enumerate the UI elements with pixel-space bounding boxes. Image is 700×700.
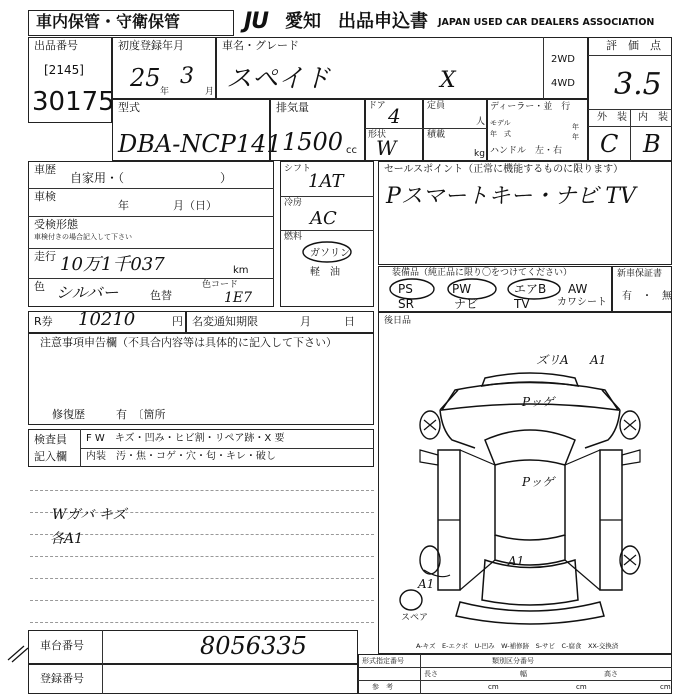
sales-point-handwritten: Pスマートキー・ナビ TV xyxy=(386,184,636,209)
cm-unit-1: cm xyxy=(488,683,499,691)
color-change-label: 色替 xyxy=(150,289,172,302)
length-label: 長さ xyxy=(424,670,438,678)
drive-divider xyxy=(543,37,544,99)
equipment-navi: ナビ xyxy=(454,297,479,311)
cm-unit-3: cm xyxy=(660,683,671,691)
color-label: 色 xyxy=(34,280,45,293)
equipment-circles xyxy=(384,276,564,302)
car-name-label: 車名・グレード xyxy=(222,39,299,52)
acceptance-label: 受検形態 xyxy=(34,218,78,231)
ju-logo: JU xyxy=(244,9,269,34)
yen-unit: 円 xyxy=(172,315,183,328)
chassis-value: 8056335 xyxy=(200,632,307,660)
ref-label: 参 考 xyxy=(372,683,393,691)
model-label: 型式 xyxy=(118,101,140,114)
inspection-value: 年 月（日） xyxy=(118,199,217,212)
width-label: 幅 xyxy=(520,670,527,678)
equipment-pw: PW xyxy=(452,282,472,296)
year-type-unit: 年 xyxy=(572,133,579,141)
inspector-interior-line: 内装 汚・焦・コゲ・穴・匂・キレ・破し xyxy=(86,451,276,462)
dealer-label: ディーラー・並 行 xyxy=(490,102,571,112)
rating-value: 3.5 xyxy=(614,67,662,102)
door-value: 4 xyxy=(388,104,401,128)
gasoline-circle xyxy=(302,241,352,263)
grade: X xyxy=(440,68,456,93)
inspector-label-2: 記入欄 xyxy=(34,450,67,463)
after-day-label: 後日品 xyxy=(384,316,412,326)
name-change-value: 月 日 xyxy=(300,315,355,328)
note-line-7 xyxy=(30,622,374,623)
inspection-label: 車検 xyxy=(34,190,56,203)
reg-month: 3 xyxy=(180,64,194,89)
reg-year: 25 xyxy=(130,64,161,92)
note-line-4 xyxy=(30,556,374,557)
person-unit: 人 xyxy=(476,117,486,127)
equipment-airbag: エアB xyxy=(514,282,547,296)
equipment-label: 装備品（純正品に限り〇をつけてください） xyxy=(392,268,573,278)
inspector-fw-line: F W キズ・凹み・ヒビ割・リペア跡・X 要 xyxy=(86,433,285,444)
height-label: 高さ xyxy=(604,670,618,678)
recycle-label: R券 xyxy=(34,315,53,328)
inspector-label-1: 検査員 xyxy=(34,433,67,446)
mileage-label: 走行 xyxy=(34,250,56,263)
equipment-tv: TV xyxy=(514,297,530,311)
chassis-label: 車台番号 xyxy=(40,639,84,652)
capacity-label: 定員 xyxy=(427,101,446,111)
fuel-light-oil: 軽 油 xyxy=(310,267,340,278)
mileage-line xyxy=(28,278,274,279)
history-value: 自家用・（ ） xyxy=(70,171,233,185)
car-diagram xyxy=(400,370,660,640)
model-year-unit: 年 xyxy=(572,123,579,131)
equipment-aw: AW xyxy=(568,282,588,296)
spare-tire xyxy=(398,588,424,612)
repair-value: 有 〔箇所 xyxy=(116,408,166,421)
mark-a1-top: A1 xyxy=(590,353,607,367)
month-unit: 月 xyxy=(205,87,215,97)
inspector-handwritten-2: 各A1 xyxy=(50,531,84,547)
inspector-handwritten-1: Wガバ キズ xyxy=(52,507,127,523)
mileage-value: 10万1千037 xyxy=(60,254,165,275)
first-reg-label: 初度登録年月 xyxy=(118,39,184,52)
car-name: スペイド xyxy=(226,64,331,94)
rating-label: 評 価 点 xyxy=(606,39,661,52)
door-divider xyxy=(365,128,423,129)
drive-2wd: 2WD xyxy=(551,54,575,65)
history-label: 車歴 xyxy=(34,163,56,176)
reg-label: 登録番号 xyxy=(40,672,84,685)
note-line-5 xyxy=(30,578,374,579)
model-year-label: モデル xyxy=(490,119,511,127)
sales-point-label: セールスポイント（正常に機能するものに限ります） xyxy=(384,164,624,175)
lot-number: 30175 xyxy=(32,87,115,117)
displacement-label: 排気量 xyxy=(276,101,309,114)
capacity-divider xyxy=(423,128,487,129)
equipment-sr: SR xyxy=(398,297,414,311)
cc-unit: cc xyxy=(346,145,357,156)
model-class-label: 類別区分番号 xyxy=(492,657,534,665)
shape-label: 形状 xyxy=(368,130,387,140)
color-value: シルバー xyxy=(56,283,119,302)
chassis-divider xyxy=(102,630,103,664)
kg-unit: kg xyxy=(474,149,485,159)
grade-divider xyxy=(630,109,631,161)
org-name: 愛知 xyxy=(285,11,321,32)
interior-grade: B xyxy=(643,130,661,158)
form-title: 出品申込書 xyxy=(338,11,428,32)
inspection-line xyxy=(28,216,274,217)
equipment-kawa-seat: カワシート xyxy=(557,297,607,308)
repair-label: 修復歴 xyxy=(52,408,85,421)
equipment-ps: PS xyxy=(398,282,413,296)
damage-legend: A-キズ E-エクボ U-凹み W-補修跡 S-サビ C-腐食 XX-交換済 xyxy=(416,642,619,650)
org-english: JAPAN USED CAR DEALERS ASSOCIATION xyxy=(438,17,655,28)
storage-title: 車内保管・守衛保管 xyxy=(36,12,181,31)
sales-point-box xyxy=(378,161,672,265)
model-cert-label: 形式指定番号 xyxy=(362,657,404,665)
shift-value: 1AT xyxy=(308,171,344,192)
pen-scribble xyxy=(6,640,30,664)
interior-label: 内 装 xyxy=(638,112,668,123)
mark-zu-a: ズリA xyxy=(536,353,569,367)
handle-label: ハンドル 左・右 xyxy=(490,146,563,156)
drive-4wd: 4WD xyxy=(551,78,575,89)
history-line xyxy=(28,188,274,189)
year-unit: 年 xyxy=(160,87,170,97)
km-unit: km xyxy=(233,265,249,276)
caution-label: 注意事項申告欄（不具合内容等は具体的に記入して下さい） xyxy=(40,336,337,349)
shift-label: シフト xyxy=(284,164,312,174)
displacement-value: 1500 xyxy=(282,128,344,156)
exterior-grade: C xyxy=(600,130,619,158)
color-code-value: 1E7 xyxy=(224,290,253,306)
reg-divider xyxy=(102,664,103,694)
name-change-label: 名変通知期限 xyxy=(192,315,258,328)
acceptance-line xyxy=(28,248,274,249)
aircon-label: 冷房 xyxy=(284,198,303,208)
cert-line-1 xyxy=(358,667,672,668)
spare-label: スペア xyxy=(401,613,429,623)
fuel-gasoline: ガソリン xyxy=(310,248,350,259)
recycle-value: 10210 xyxy=(78,309,136,330)
year-type-label: 年 式 xyxy=(490,130,511,138)
acceptance-sub: 車検付きの場合記入して下さい xyxy=(34,233,132,241)
lot-number-label: 出品番号 xyxy=(34,39,78,52)
lot-small-number: [2145] xyxy=(44,63,84,77)
shift-line xyxy=(280,196,374,197)
mark-pvuge-2: Pッゲ xyxy=(522,475,555,489)
mark-a1-bottom: A1 xyxy=(418,577,435,591)
cm-unit-2: cm xyxy=(576,683,587,691)
cert-line-2 xyxy=(358,680,672,681)
fuel-label: 燃料 xyxy=(284,232,303,242)
aircon-value: AC xyxy=(310,208,337,229)
note-line-1 xyxy=(30,490,374,491)
door-label: ドア xyxy=(368,101,386,111)
shape-value: W xyxy=(376,136,397,160)
mark-pvuge-1: Pッゲ xyxy=(522,395,555,409)
note-line-6 xyxy=(30,600,374,601)
inspector-mid-line xyxy=(80,448,374,449)
color-code-label: 色コード xyxy=(202,280,239,290)
exterior-label: 外 装 xyxy=(597,112,627,123)
load-label: 積載 xyxy=(427,130,446,140)
warranty-label: 新車保証書 xyxy=(617,269,663,279)
warranty-options: 有 ・ 無 xyxy=(622,291,672,302)
cert-divider xyxy=(420,654,421,694)
rating-line xyxy=(588,55,672,56)
model-value: DBA-NCP141 xyxy=(118,130,282,158)
aircon-line xyxy=(280,230,374,231)
mark-lower-a1: A1 xyxy=(508,554,525,568)
